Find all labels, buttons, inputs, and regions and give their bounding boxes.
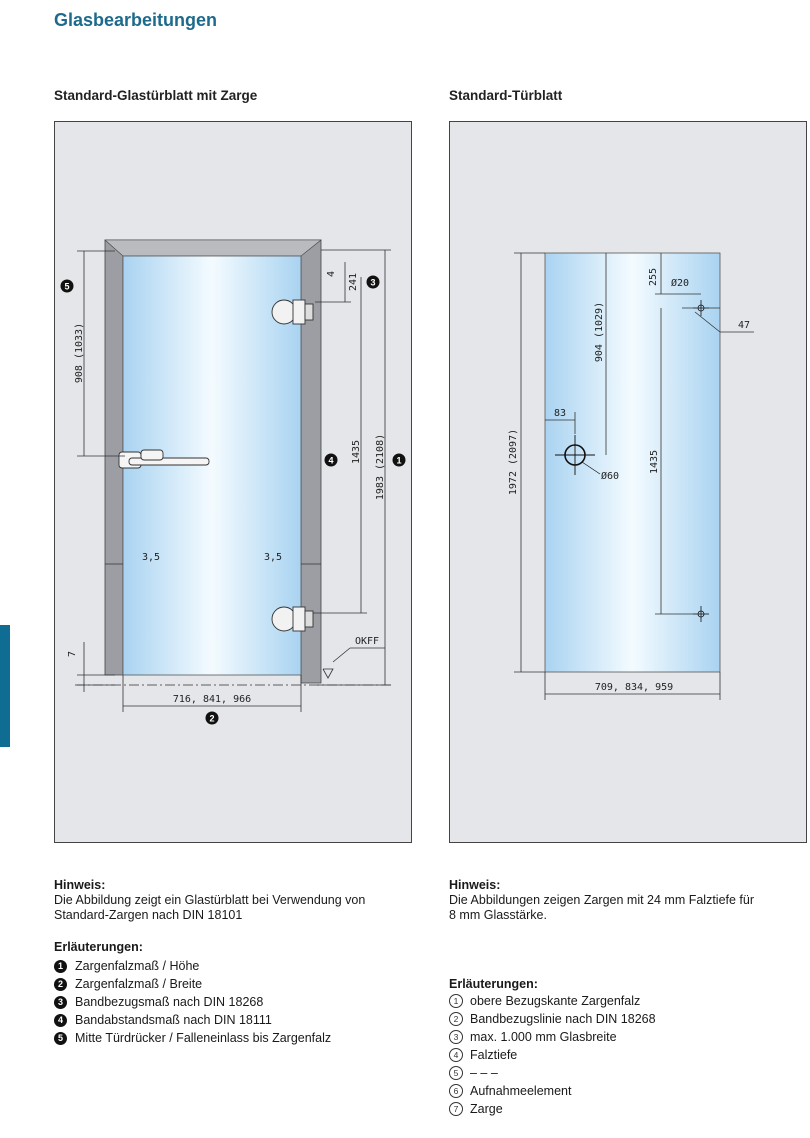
marker-4	[325, 454, 338, 467]
marker-3	[367, 276, 380, 289]
right-legend-item: 1 obere Bezugskante Zargenfalz	[449, 992, 656, 1010]
dim-griff: 904 (1029)	[594, 301, 605, 363]
left-legend-item: 2 Zargenfalzmaß / Breite	[54, 975, 331, 993]
bottom-hinge	[272, 607, 313, 631]
right-legend-item: 2 Bandbezugslinie nach DIN 18268	[449, 1010, 656, 1028]
dim-breite: 716, 841, 966	[172, 694, 252, 705]
right-legend	[449, 992, 656, 1118]
right-subtitle: Standard-Türblatt	[449, 88, 563, 103]
dim-hoehe: 1972 (2097)	[508, 428, 519, 496]
door-with-frame-drawing	[55, 122, 413, 844]
left-drawing-panel	[54, 121, 412, 843]
marker-1	[393, 454, 406, 467]
right-note-line-2: 8 mm Glasstärke.	[449, 908, 547, 922]
dim-band-abstand: 1435	[649, 449, 660, 475]
right-legend-item: 5 – – –	[449, 1064, 656, 1082]
right-note-line-1: Die Abbildungen zeigen Zargen mit 24 mm Falztiefe für	[449, 893, 755, 907]
glass-leaf	[545, 253, 720, 672]
left-note	[54, 878, 365, 923]
right-legend-item: 3 max. 1.000 mm Glasbreite	[449, 1028, 656, 1046]
dim-band-oben: 255	[648, 267, 659, 287]
right-legend-item: 6 Aufnahmeelement	[449, 1082, 656, 1100]
dim-band-oben: 241	[348, 272, 359, 292]
left-subtitle: Standard-Glastürblatt mit Zarge	[54, 88, 258, 103]
marker-5	[61, 280, 74, 293]
top-hinge	[272, 300, 313, 324]
right-legend-heading: Erläuterungen:	[449, 977, 538, 991]
left-note-line-2: Standard-Zargen nach DIN 18101	[54, 908, 243, 922]
left-note-line-1: Die Abbildung zeigt ein Glastürblatt bei Verwendung von	[54, 893, 366, 907]
left-legend-item: 1 Zargenfalzmaß / Höhe	[54, 957, 331, 975]
section-tab	[0, 625, 10, 747]
dim-band-abstand: 1435	[351, 439, 362, 465]
dim-83: 83	[553, 408, 567, 419]
svg-text:2: 2	[209, 713, 215, 724]
marker-2	[206, 712, 219, 725]
right-drawing-panel	[449, 121, 807, 843]
left-legend-item: 5 Mitte Türdrücker / Falleneinlass bis Zargenfalz	[54, 1029, 331, 1047]
dim-griff: 908 (1033)	[74, 322, 85, 384]
svg-text:5: 5	[64, 281, 70, 292]
dim-breite: 709, 834, 959	[594, 682, 674, 693]
left-legend-item: 3 Bandbezugsmaß nach DIN 18268	[54, 993, 331, 1011]
page-title: Glasbearbeitungen	[54, 10, 218, 30]
dim-vier: 4	[326, 270, 337, 278]
dim-sieben: 7	[67, 650, 78, 658]
dim-47: 47	[737, 320, 751, 331]
left-note-heading: Hinweis:	[54, 878, 106, 892]
dim-d20: Ø20	[670, 278, 690, 289]
right-legend-item: 4 Falztiefe	[449, 1046, 656, 1064]
svg-text:3: 3	[370, 277, 376, 288]
left-legend	[54, 957, 331, 1047]
dim-falz-hoehe: 1983 (2108)	[375, 433, 386, 501]
left-legend-item: 4 Bandabstandsmaß nach DIN 18111	[54, 1011, 331, 1029]
svg-text:4: 4	[328, 455, 334, 466]
svg-text:1: 1	[396, 455, 402, 466]
dim-spalt-rechts: 3,5	[263, 552, 283, 563]
left-legend-heading: Erläuterungen:	[54, 940, 143, 954]
dim-d60: Ø60	[600, 471, 620, 482]
dim-spalt-links: 3,5	[141, 552, 161, 563]
right-note-heading: Hinweis:	[449, 878, 501, 892]
right-legend-item: 7 Zarge	[449, 1100, 656, 1118]
door-leaf-drawing	[450, 122, 808, 844]
dim-okff: OKFF	[354, 636, 380, 647]
right-note	[449, 878, 754, 923]
